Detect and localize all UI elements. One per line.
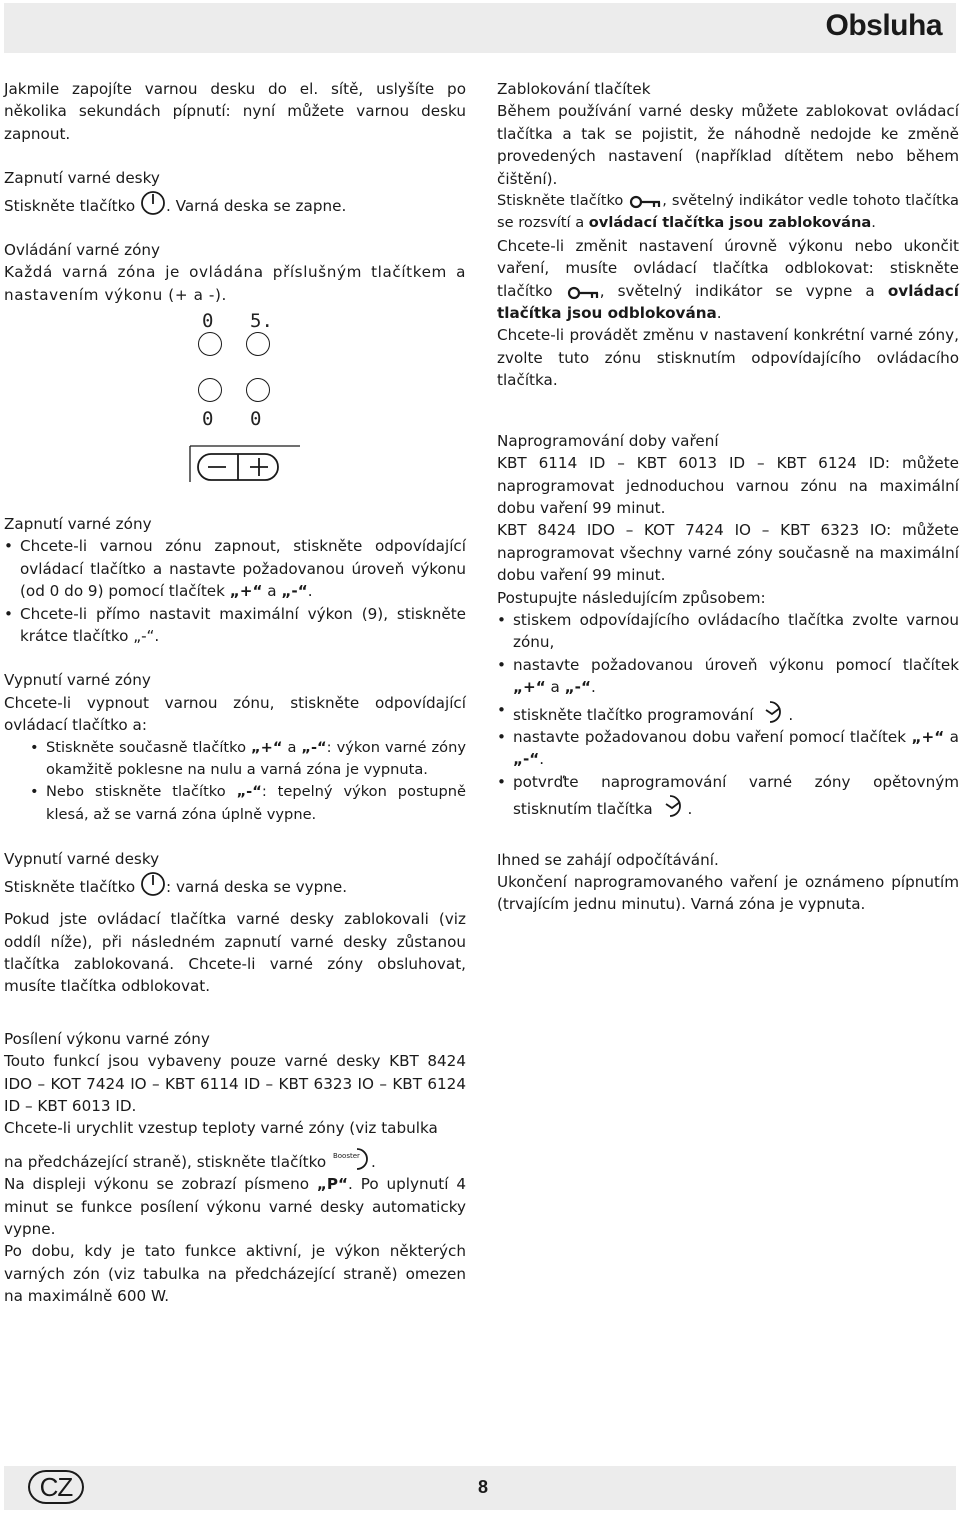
power-icon [140, 190, 166, 216]
right-column [497, 78, 959, 916]
timer-icon [758, 699, 788, 725]
desk-off-pre: Stiskněte tlačítko [4, 877, 140, 896]
prog-bullet-4 [497, 726, 959, 771]
boost-text-4: Po dobu, kdy je tato funkce aktivní, je výkon některých varných zón (viz tabulka na předcházející straně) omezen na maximálně 600 W. [4, 1242, 466, 1306]
prog-b5-end: . [687, 800, 693, 819]
desk-off-line [4, 871, 466, 898]
lock-text-3-pre: Chcete-li změnit nastavení úrovně výkonu nebo ukončit vaření, musíte ovládací tlačítka odblokovat: stiskněte tlačítko [497, 236, 959, 300]
power-icon [140, 871, 166, 897]
boost-text-2c: . [370, 1152, 376, 1171]
prog-b4-mid: a [944, 727, 959, 746]
prog-b5-pre: potvrďte naprogramování varné zóny opětovným stisknutím tlačítka [513, 772, 959, 819]
key-icon [628, 194, 662, 210]
boost-text-2b [4, 1146, 466, 1173]
zone-on-b1-end: . [307, 582, 313, 601]
lock-text-3 [497, 235, 959, 325]
prog-b2-end: . [590, 678, 596, 697]
lock-text-2 [497, 190, 959, 235]
plus-icon [250, 458, 268, 476]
prog-bullet-5 [497, 771, 959, 821]
boost-text-3 [4, 1173, 466, 1240]
plus-label: „+“ [229, 582, 263, 601]
desk-on-title: Zapnutí varné desky [4, 169, 160, 188]
zone-button-bottom-right [246, 378, 270, 402]
display-top-right: 5. [250, 310, 273, 332]
zone-button-bottom-left [198, 378, 222, 402]
lock-text-3-mid: , světelný indikátor se vypne a [599, 281, 888, 300]
left-column-main [4, 513, 466, 1308]
prog-b3-end: . [788, 705, 794, 724]
boost-title: Posílení výkonu varné zóny [4, 1029, 210, 1048]
lock-text-2-mid: , světelný indikátor vedle tohoto tlačítka se rozsvítí a [497, 192, 959, 232]
prog-b2-pre: nastavte požadovanou úroveň výkonu pomocí tlačítek [513, 655, 959, 674]
booster-icon [331, 1146, 371, 1172]
minus-label: „-“ [236, 783, 262, 801]
key-icon [566, 285, 600, 301]
prog-text-2: KBT 8424 IDO – KOT 7424 IO – KBT 6323 IO: můžete naprogramovat všechny varné zóny současně na maximální dobu vaření 99 minut. [497, 521, 959, 585]
control-panel-illustration [180, 300, 310, 490]
zone-on-bullet-2: • Chcete-li přímo nastavit maximální výkon (9), stiskněte krátce tlačítko „-“. [4, 603, 466, 648]
zone-off-b1-pre: Stiskněte současně tlačítko [46, 738, 252, 756]
boost-text-1: Touto funkcí jsou vybaveny pouze varné desky KBT 8424 IDO – KOT 7424 IO – KBT 6114 ID – KBT 6323 IO – KBT 6124 ID – KBT 6013 ID. [4, 1052, 466, 1115]
lock-text-3-bold: ovládací tlačítka jsou odblokována [497, 281, 959, 323]
minus-label: „-“ [281, 582, 308, 601]
prog-b4-pre: nastavte požadovanou dobu vaření pomocí tlačítek [513, 727, 912, 746]
intro-text: Jakmile zapojíte varnou desku do el. sítě, uslyšíte po několika sekundách pípnutí: nyní můžete varnou desku zapnout. [4, 80, 466, 143]
lock-text-2-pre: Stiskněte tlačítko [497, 192, 629, 210]
zone-button-top-left [198, 332, 222, 356]
page-number: 8 [478, 1477, 489, 1497]
page-footer [4, 1466, 956, 1510]
boost-text-2b-pre: na předcházející straně), stiskněte tlačítko [4, 1152, 331, 1171]
zone-off-bullet-2 [30, 781, 466, 826]
display-top-left: 0 [202, 310, 214, 332]
zone-on-b1-pre: Chcete-li varnou zónu zapnout, stiskněte odpovídající ovládací tlačítko a nastavte požadovanou úroveň výkonu (od 0 do 9) pomocí tlačítek [20, 537, 466, 601]
plus-label: „+“ [513, 678, 546, 697]
prog-b3-pre: stiskněte tlačítko programování [513, 705, 759, 724]
desk-off-title: Vypnutí varné desky [4, 850, 160, 869]
boost-text-3-post: . Po uplynutí 4 minut se funkce posílení výkonu varné desky automaticky vypne. [4, 1175, 466, 1238]
zone-control-text: Každá varná zóna je ovládána příslušným tlačítkem a nastavením výkonu (+ a -). [4, 263, 466, 304]
page-header [4, 3, 956, 53]
zone-off-b2-end: : tepelný výkon postupně klesá, až se varná zóna úplně vypne. [46, 783, 467, 823]
prog-bullet-2 [497, 654, 959, 699]
prog-title: Naprogramování doby vaření [497, 431, 719, 450]
power-slider-illustration [180, 440, 310, 490]
desk-on-post: . Varná deska se zapne. [166, 196, 347, 215]
prog-bullet-1: • stiskem odpovídajícího ovládacího tlačítka zvolte varnou zónu, [497, 609, 959, 654]
plus-label: „+“ [251, 738, 283, 756]
zone-button-top-right [246, 332, 270, 356]
zone-on-bullet-1 [4, 535, 466, 602]
prog-b4-end: . [539, 750, 545, 769]
zone-off-b2-pre: Nebo stiskněte tlačítko [46, 783, 237, 801]
lock-text-2-end: . [871, 214, 876, 232]
prog-text-4: Ihned se zahájí odpočítávání. [497, 850, 719, 869]
zone-off-b1-end: : výkon varné zóny okamžitě poklesne na nulu a varná zóna je vypnuta. [46, 738, 466, 779]
zone-on-title: Zapnutí varné zóny [4, 515, 152, 533]
zone-off-bullet-1 [30, 737, 466, 782]
minus-label: „-“ [513, 750, 540, 769]
booster-label: Booster [332, 1151, 360, 1160]
display-bottom-left: 0 [202, 408, 214, 430]
desk-on-pre: Stiskněte tlačítko [4, 196, 140, 215]
zone-on-b1-mid: a [262, 582, 282, 601]
desk-off-post: : varná deska se vypne. [166, 877, 348, 896]
page-title: Obsluha [825, 9, 942, 42]
zone-off-b1-mid: a [282, 738, 302, 756]
lock-text-1: Během používání varné desky můžete zablokovat ovládací tlačítka a tak se pojistit, že náhodně nedojde ke změně provedených nastavení (například dítětem nebo během čištění). [497, 102, 959, 188]
left-column-top [4, 50, 466, 306]
prog-bullet-3 [497, 699, 959, 726]
zone-off-text: Chcete-li vypnout varnou zónu, stiskněte odpovídající ovládací tlačítko a: [4, 693, 466, 735]
minus-label: „-“ [564, 678, 591, 697]
lock-text-4: Chcete-li provádět změnu v nastavení konkrétní varné zóny, zvolte tuto zónu stisknutím odpovídajícího ovládacího tlačítka. [497, 326, 959, 390]
zone-off-title: Vypnutí varné zóny [4, 671, 151, 690]
plus-label: „+“ [911, 727, 945, 746]
boost-text-3-pre: Na displeji výkonu se zobrazí písmeno [4, 1175, 317, 1194]
prog-b2-mid: a [545, 678, 565, 697]
minus-label: „-“ [301, 738, 327, 756]
zone-control-title: Ovládání varné zóny [4, 241, 161, 260]
boost-letter: „P“ [316, 1175, 349, 1194]
prog-text-5: Ukončení naprogramovaného vaření je oznámeno pípnutím (trvajícím jednu minutu). Varná zóna je vypnuta. [497, 873, 959, 914]
language-badge: CZ [28, 1470, 84, 1504]
boost-text-2a: Chcete-li urychlit vzestup teploty varné zóny (viz tabulka [4, 1119, 438, 1138]
lock-text-3-end: . [716, 304, 722, 323]
prog-text-1: KBT 6114 ID – KBT 6013 ID – KBT 6124 ID: můžete naprogramovat jednoduchou varnou zónu na maximální dobu vaření 99 minut. [497, 454, 959, 517]
prog-text-3: Postupujte následujícím způsobem: [497, 588, 766, 607]
desk-off-text: Pokud jste ovládací tlačítka varné desky zablokovali (viz oddíl níže), při následném zapnutí varné desky zůstanou tlačítka zablokovaná. Chcete-li varné zóny obsluhovat, musíte tlačítka odblokovat. [4, 910, 466, 996]
timer-icon [658, 793, 688, 819]
lock-title: Zablokování tlačítek [497, 80, 651, 98]
lock-text-2-bold: ovládací tlačítka jsou zablokována [588, 214, 872, 232]
desk-on-text [4, 190, 466, 217]
display-bottom-right: 0 [250, 408, 262, 430]
